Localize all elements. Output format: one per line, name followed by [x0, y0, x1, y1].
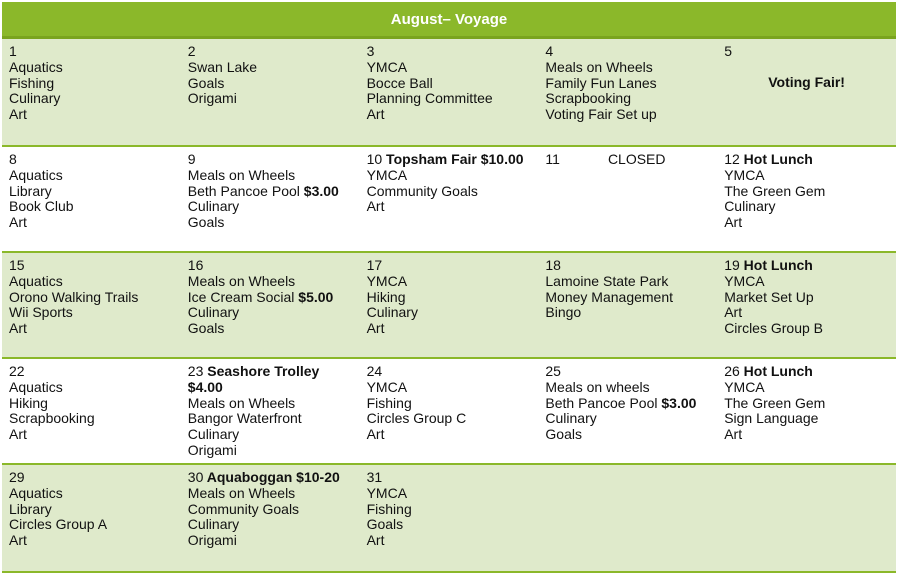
- day-number: 29: [9, 469, 25, 485]
- day-highlight: Hot Lunch: [739, 151, 813, 167]
- activity-item: Book Club: [9, 198, 74, 215]
- day-cell: [2, 465, 181, 571]
- day-number: 17: [366, 257, 383, 273]
- activity-item: Culinary: [187, 304, 240, 321]
- activity-item: Wii Sports: [9, 304, 73, 321]
- day-number: 19: [724, 257, 740, 273]
- activity-item: Ice Cream Social $5.00: [187, 288, 334, 305]
- activity-item: Bangor Waterfront: [187, 410, 302, 427]
- day-cell: [538, 147, 717, 251]
- day-number: 16: [187, 257, 204, 273]
- day-number-line: [9, 470, 174, 486]
- calendar: [2, 2, 896, 573]
- day-number-line: [188, 470, 353, 486]
- day-number-line: [9, 152, 174, 168]
- day-number-line: [545, 258, 710, 274]
- day-cell: [717, 39, 896, 145]
- activity-item: The Green Gem: [724, 182, 826, 199]
- activity-item: Meals on Wheels: [187, 272, 296, 289]
- activity-item: Goals: [187, 74, 225, 91]
- day-number: 23: [187, 363, 204, 379]
- activity-item: Fishing: [366, 394, 412, 411]
- activity-item: Planning Committee: [366, 90, 493, 107]
- activity-item: Art: [724, 426, 743, 443]
- day-cell: [2, 253, 181, 357]
- day-number: 3: [366, 43, 375, 59]
- activity-item: Family Fun Lanes: [545, 74, 657, 91]
- activity-item: Orono Walking Trails: [9, 288, 139, 305]
- day-cell: [181, 253, 360, 357]
- day-cell: [717, 359, 896, 463]
- activity-item: Art: [724, 304, 743, 321]
- activity-item: Culinary: [187, 426, 240, 443]
- activity-item: Lamoine State Park: [545, 272, 669, 289]
- activity-item: Art: [366, 426, 385, 443]
- activity-item: Art: [9, 106, 27, 123]
- day-highlight: Hot Lunch: [739, 363, 813, 379]
- activity-item: Goals: [366, 516, 404, 533]
- day-cell: [360, 253, 539, 357]
- calendar-title: August– Voyage: [2, 2, 896, 39]
- week-row: [2, 39, 896, 147]
- activity-item: Bingo: [545, 304, 582, 321]
- day-number-line: [724, 152, 889, 168]
- day-number-line: [188, 44, 353, 60]
- day-number-line: [724, 258, 889, 274]
- activity-item: Art: [9, 320, 27, 337]
- day-cell: [717, 465, 896, 571]
- day-cell: [181, 359, 360, 463]
- activity-item: Origami: [187, 441, 237, 458]
- day-number-line: [724, 364, 889, 380]
- activity-item: Scrapbooking: [9, 410, 95, 427]
- activity-item: Culinary: [724, 198, 776, 215]
- day-number: 25: [545, 363, 561, 379]
- activity-item: Sign Language: [724, 410, 819, 427]
- activity-item: Art: [366, 532, 385, 549]
- day-number: 11: [545, 151, 560, 167]
- activity-item: Goals: [187, 214, 225, 231]
- activity-item: YMCA: [366, 378, 408, 395]
- activity-item: Art: [9, 532, 27, 549]
- activity-item: Circles Group A: [9, 516, 108, 533]
- day-number-line: [724, 44, 889, 60]
- week-row: [2, 147, 896, 253]
- activity-item: YMCA: [724, 166, 765, 183]
- activity-item: Swan Lake: [187, 58, 258, 75]
- activity-item: Meals on Wheels: [545, 58, 653, 75]
- day-number: 5: [724, 43, 732, 59]
- day-number-line: [367, 152, 532, 168]
- day-cell: [2, 359, 181, 463]
- activity-item: Art: [9, 426, 27, 443]
- day-number-line: [9, 44, 174, 60]
- day-number: 24: [366, 363, 383, 379]
- week-row: [2, 359, 896, 465]
- day-cell: [181, 39, 360, 145]
- activity-item: Goals: [187, 320, 225, 337]
- activity-item: Community Goals: [366, 182, 478, 199]
- day-cell: [538, 359, 717, 463]
- day-number-line: [188, 364, 353, 380]
- day-cell: [2, 147, 181, 251]
- day-number: 9: [187, 151, 196, 167]
- day-number: 31: [366, 469, 383, 485]
- activity-item: Origami: [187, 532, 237, 549]
- day-number: 10: [366, 151, 383, 167]
- day-cell: [360, 465, 539, 571]
- activity-item: Aquatics: [9, 484, 63, 501]
- activity-item: YMCA: [366, 272, 408, 289]
- activity-item: Fishing: [366, 500, 412, 517]
- day-number-line: [545, 364, 710, 380]
- activity-item: Meals on Wheels: [187, 394, 296, 411]
- day-cell: [360, 147, 539, 251]
- day-number: 26: [724, 363, 740, 379]
- day-number: 2: [187, 43, 196, 59]
- day-number: 22: [9, 363, 25, 379]
- day-cell: [538, 39, 717, 145]
- activity-item: Library: [9, 182, 52, 199]
- activity-item: YMCA: [366, 484, 408, 501]
- activity-item: Fishing: [9, 74, 55, 91]
- day-cell: [360, 39, 539, 145]
- calendar-weeks: [2, 39, 896, 573]
- activity-item: Library: [9, 500, 52, 517]
- activity-item: YMCA: [724, 378, 765, 395]
- day-number: 8: [9, 151, 17, 167]
- activity-item: Market Set Up: [724, 288, 814, 305]
- activity-item: Culinary: [187, 516, 240, 533]
- day-number-line: [9, 258, 174, 274]
- activity-item: Circles Group C: [366, 410, 467, 427]
- day-number-line: [9, 364, 174, 380]
- activity-item: Beth Pancoe Pool $3.00: [545, 394, 697, 411]
- day-cell: [360, 359, 539, 463]
- day-highlight: Hot Lunch: [739, 257, 813, 273]
- day-number-line: [188, 258, 353, 274]
- day-cell: [538, 253, 717, 357]
- event-highlight: Voting Fair!: [768, 73, 845, 90]
- activity-item: Culinary: [9, 90, 61, 107]
- day-number-line: [367, 44, 532, 60]
- day-number: 15: [9, 257, 25, 273]
- day-highlight: Aquaboggan $10-20: [203, 469, 340, 485]
- day-number: 30: [187, 469, 204, 485]
- activity-item: Origami: [187, 90, 237, 107]
- day-number-line: [367, 470, 532, 486]
- day-number: 4: [545, 43, 554, 59]
- day-cell: [181, 465, 360, 571]
- activity-item: Culinary: [545, 410, 597, 427]
- day-highlight-cont: $4.00: [187, 378, 223, 395]
- activity-item: YMCA: [366, 166, 408, 183]
- activity-item: Hiking: [9, 394, 48, 411]
- day-number: 12: [724, 151, 740, 167]
- activity-item: Meals on wheels: [545, 378, 650, 395]
- day-cell: [538, 465, 717, 571]
- activity-item: Culinary: [366, 304, 418, 321]
- day-cell: [717, 253, 896, 357]
- activity-item: Meals on Wheels: [187, 166, 296, 183]
- activity-item: Art: [366, 198, 385, 215]
- day-highlight: Topsham Fair $10.00: [382, 151, 524, 167]
- activity-item: Aquatics: [9, 272, 63, 289]
- activity-item: Art: [9, 214, 27, 231]
- activity-item: Beth Pancoe Pool $3.00: [187, 182, 339, 199]
- activity-item: Community Goals: [187, 500, 300, 517]
- activity-item: Art: [366, 320, 385, 337]
- activity-item: Aquatics: [9, 378, 63, 395]
- activity-item: YMCA: [366, 58, 408, 75]
- activity-item: Scrapbooking: [545, 90, 632, 107]
- day-number: 1: [9, 43, 17, 59]
- activity-item: Meals on Wheels: [187, 484, 296, 501]
- activity-item: Circles Group B: [724, 320, 823, 337]
- week-row: [2, 465, 896, 573]
- day-number-line: [367, 258, 532, 274]
- day-number-line: [367, 364, 532, 380]
- activity-item: Bocce Ball: [366, 74, 433, 91]
- activity-item: Voting Fair Set up: [545, 106, 657, 123]
- day-number-line: [545, 44, 710, 60]
- activity-item: Culinary: [187, 198, 240, 215]
- day-cell: [717, 147, 896, 251]
- closed-label: CLOSED: [607, 151, 666, 167]
- day-number-line: [188, 152, 353, 168]
- activity-item: The Green Gem: [724, 394, 826, 411]
- activity-item: Aquatics: [9, 58, 63, 75]
- activity-item: YMCA: [724, 272, 765, 289]
- day-cell: [181, 147, 360, 251]
- day-number-line: [545, 152, 710, 168]
- activity-item: Money Management: [545, 288, 674, 305]
- activity-item: Goals: [545, 426, 582, 443]
- week-row: [2, 253, 896, 359]
- day-highlight: Seashore Trolley: [203, 363, 320, 379]
- day-number: 18: [545, 257, 561, 273]
- day-cell: [2, 39, 181, 145]
- activity-item: Hiking: [366, 288, 406, 305]
- activity-item: Art: [366, 106, 385, 123]
- activity-item: Aquatics: [9, 166, 63, 183]
- activity-item: Art: [724, 214, 743, 231]
